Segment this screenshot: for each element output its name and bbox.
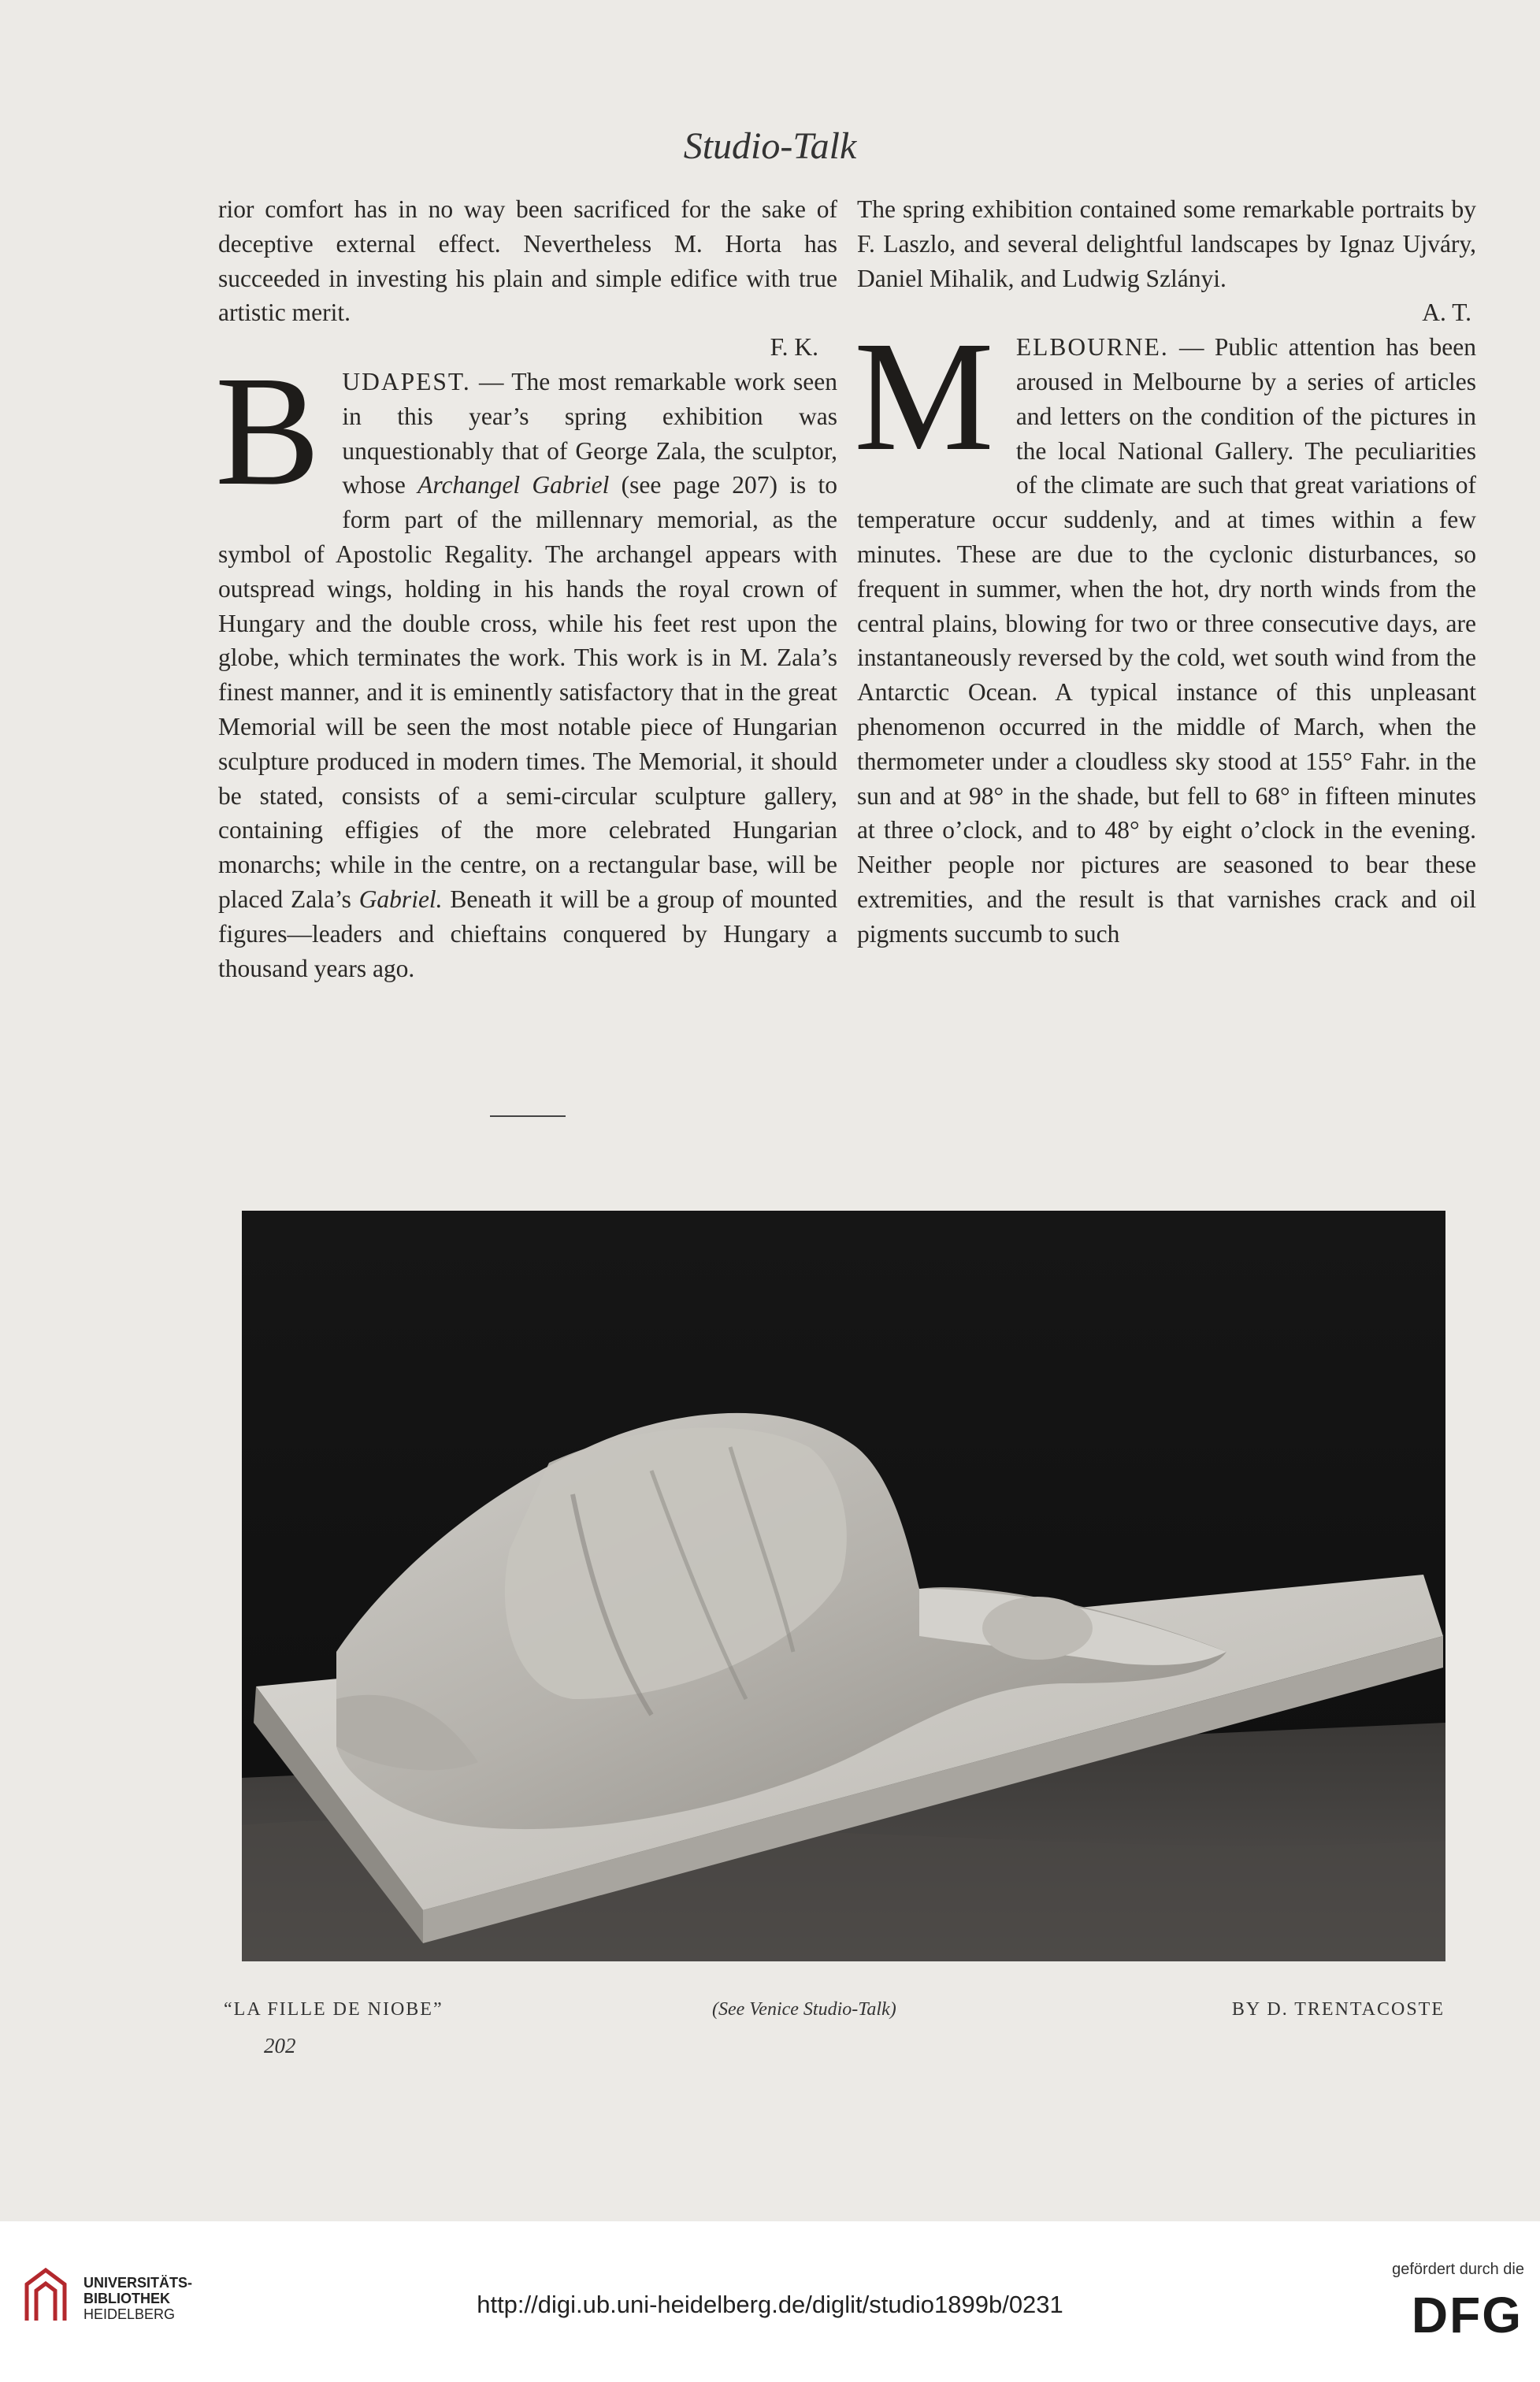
digitization-footer: [0, 2221, 1540, 2382]
dropcap-m: M: [854, 310, 994, 484]
gabriel-title: Gabriel.: [358, 885, 443, 913]
budapest-text-b: (see page 207) is to form part of the millennary memorial, as the symbol of Apostolic Regality. The archangel appears with outspread wings, holding in his hands the royal crown of Hungary and the double cross, while his feet rest upon the globe, which terminates the work. This work is in M. Zala’s finest manner, and it is eminently satisfactory that in the great Memorial will be seen the most notable piece of Hungarian sculpture produced in modern times. The Memorial, it should be stated, consists of a semi-circular sculpture gallery, containing effigies of the more celebrated Hungarian monarchs; while in the centre, on a rectangular base, will be placed Zala’s: [218, 471, 837, 913]
caption-artist: BY D. TRENTACOSTE: [1231, 1999, 1445, 2020]
melbourne-paragraph: [854, 310, 1476, 951]
right-column: [854, 192, 1476, 952]
page-number: 202: [264, 2034, 296, 2057]
library-name-line2: BIBLIOTHEK: [83, 2291, 170, 2306]
melbourne-text: — Public attention has been aroused in Melbourne by a series of articles and letters on the condition of the pictures in the local National Gallery. The peculiarities of the climate are such that great variations of temperature occur suddenly, and at times within a few minutes. These are due to the cyclonic disturbances, so frequent in summer, when the hot, dry north winds from the central plains, blowing for two or three consecutive days, are instantaneously reversed by the cold, wet south wind from the Antarctic Ocean. A typical instance of this unpleasant phenomenon occurred in the middle of March, when the thermometer under a cloudless sky stood at 155° Fahr. in the sun and at 98° in the shade, but fell to 68° in fifteen minutes at three o’clock, and to 48° by eight o’clock in the evening. Neither people nor pictures are seasoned to bear these extremities, and the result is that varnishes crack and oil pigments succumb to such: [857, 333, 1476, 948]
budapest-text-c: Beneath it will be a group of mounted figures—leaders and chieftains conquered by Hungary a thousand years ago.: [218, 885, 838, 982]
funded-by-label: gefördert durch die: [1392, 2261, 1524, 2278]
dfg-logo: DFG: [1411, 2287, 1523, 2343]
archangel-title: Archangel Gabriel: [417, 471, 610, 499]
caption-reference: (See Venice Studio-Talk): [712, 1999, 896, 2020]
left-column: [215, 192, 838, 985]
sculpture-photograph: [242, 1211, 1445, 1961]
section-divider: [490, 1115, 566, 1117]
dropcap-b: B: [215, 343, 321, 518]
horta-paragraph-end: rior comfort has in no way been sacrificed for the sake of deceptive external effect. Nevertheless M. Horta has succeeded in investing his plain and simple edifice with true artistic merit.: [218, 195, 837, 327]
melbourne-lead: ELBOURNE.: [1015, 333, 1169, 362]
caption-title: “LA FILLE DE NIOBE”: [224, 1999, 443, 2020]
budapest-lead: UDAPEST.: [342, 367, 471, 395]
permalink-url[interactable]: http://digi.ub.uni-heidelberg.de/diglit/studio1899b/0231: [477, 2291, 1063, 2318]
library-name-line1: UNIVERSITÄTS-: [83, 2275, 193, 2291]
library-name-line3: HEIDELBERG: [83, 2306, 176, 2322]
spring-exhibition-paragraph: The spring exhibition contained some remarkable portraits by F. Laszlo, and several delightful landscapes by Ignaz Ujváry, Daniel Mihalik, and Ludwig Szlányi.: [857, 195, 1476, 292]
signature-fk: F. K.: [770, 333, 818, 362]
signature-at: A. T.: [1422, 299, 1471, 327]
running-header: Studio-Talk: [683, 125, 857, 167]
budapest-text-a: — The most remarkable work seen in this year’s spring exhibition was unquestionably that of George Zala, the sculptor, whose: [342, 367, 837, 499]
